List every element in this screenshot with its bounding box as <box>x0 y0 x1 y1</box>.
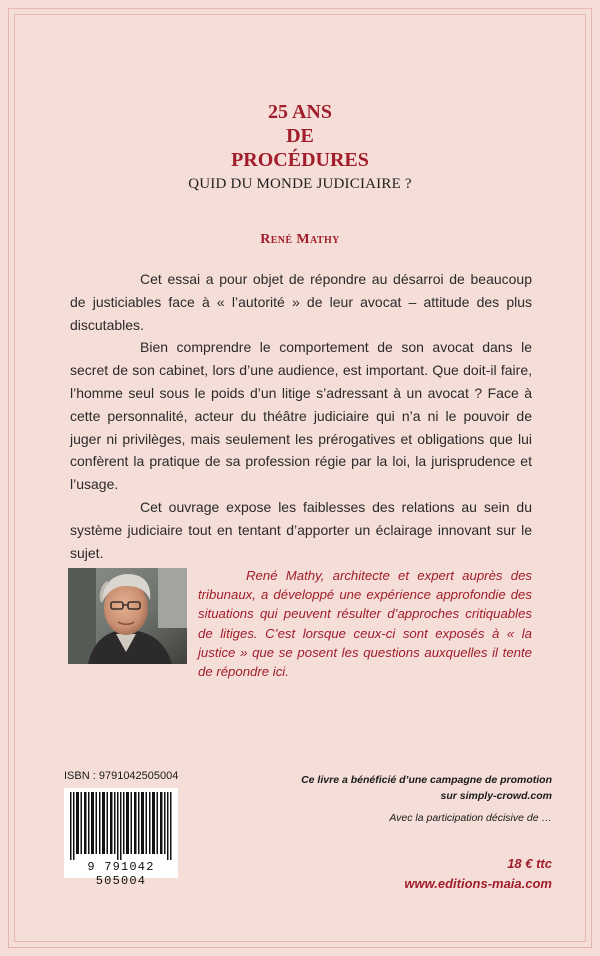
author-photo <box>68 568 187 664</box>
author-name: René Mathy <box>260 232 340 247</box>
author-photo-image <box>68 568 187 664</box>
isbn-label: ISBN : 9791042505004 <box>64 770 179 782</box>
summary-text <box>70 268 532 564</box>
summary-paragraph: Bien comprendre le comportement de son avocat dans le secret de son cabinet, lors d’une audience, est important. Que doit-il faire, l’homme seul sous le poids d’un litige s’adressant à un avocat ? Face à cette personnalité, acteur du théâtre judiciaire qui n’a ni le pouvoir de juger ni privilèges, mais seulement les prérogatives et obligations que lui confèrent la pratique de sa profession régie par la loi, la jurisprudence et l’usage. <box>70 339 532 493</box>
barcode-digits: 9 791042 505004 <box>87 860 155 888</box>
summary-paragraph: Cet ouvrage expose les faiblesses des relations au sein du système judiciaire tout en tentant d’apporter un éclairage innovant sur le sujet. <box>70 498 532 561</box>
price-label: 18 € ttc <box>507 856 552 871</box>
book-title-line: 25 ANS <box>268 101 332 123</box>
publisher-website: www.editions-maia.com <box>404 876 552 891</box>
isbn-barcode <box>64 788 178 888</box>
summary-paragraph: Cet essai a pour objet de répondre au désarroi de beaucoup de justiciables face à « l’autorité » de leur avocat – attitude des plus discutables. <box>70 271 532 333</box>
book-subtitle: QUID DU MONDE JUDICIAIRE ? <box>188 176 412 192</box>
promotion-text <box>290 772 552 804</box>
participation-text: Avec la participation décisive de … <box>389 812 552 824</box>
promotion-line: sur simply-crowd.com <box>440 790 552 802</box>
book-title-line: DE <box>286 125 314 147</box>
barcode-bars <box>68 792 174 860</box>
book-title-block <box>0 100 600 193</box>
author-bio: René Mathy, architecte et expert auprès des tribunaux, a développé une expérience approfondie des situations qui peuvent résulter d’approches critiquables de litiges. C’est lorsque ceux-ci sont exposés à « la justice » que se posent les questions auxquelles il tente de répondre ici. <box>198 568 532 680</box>
promotion-line: Ce livre a bénéficié d’une campagne de promotion <box>301 774 552 786</box>
book-title-line: PROCÉDURES <box>231 149 369 171</box>
